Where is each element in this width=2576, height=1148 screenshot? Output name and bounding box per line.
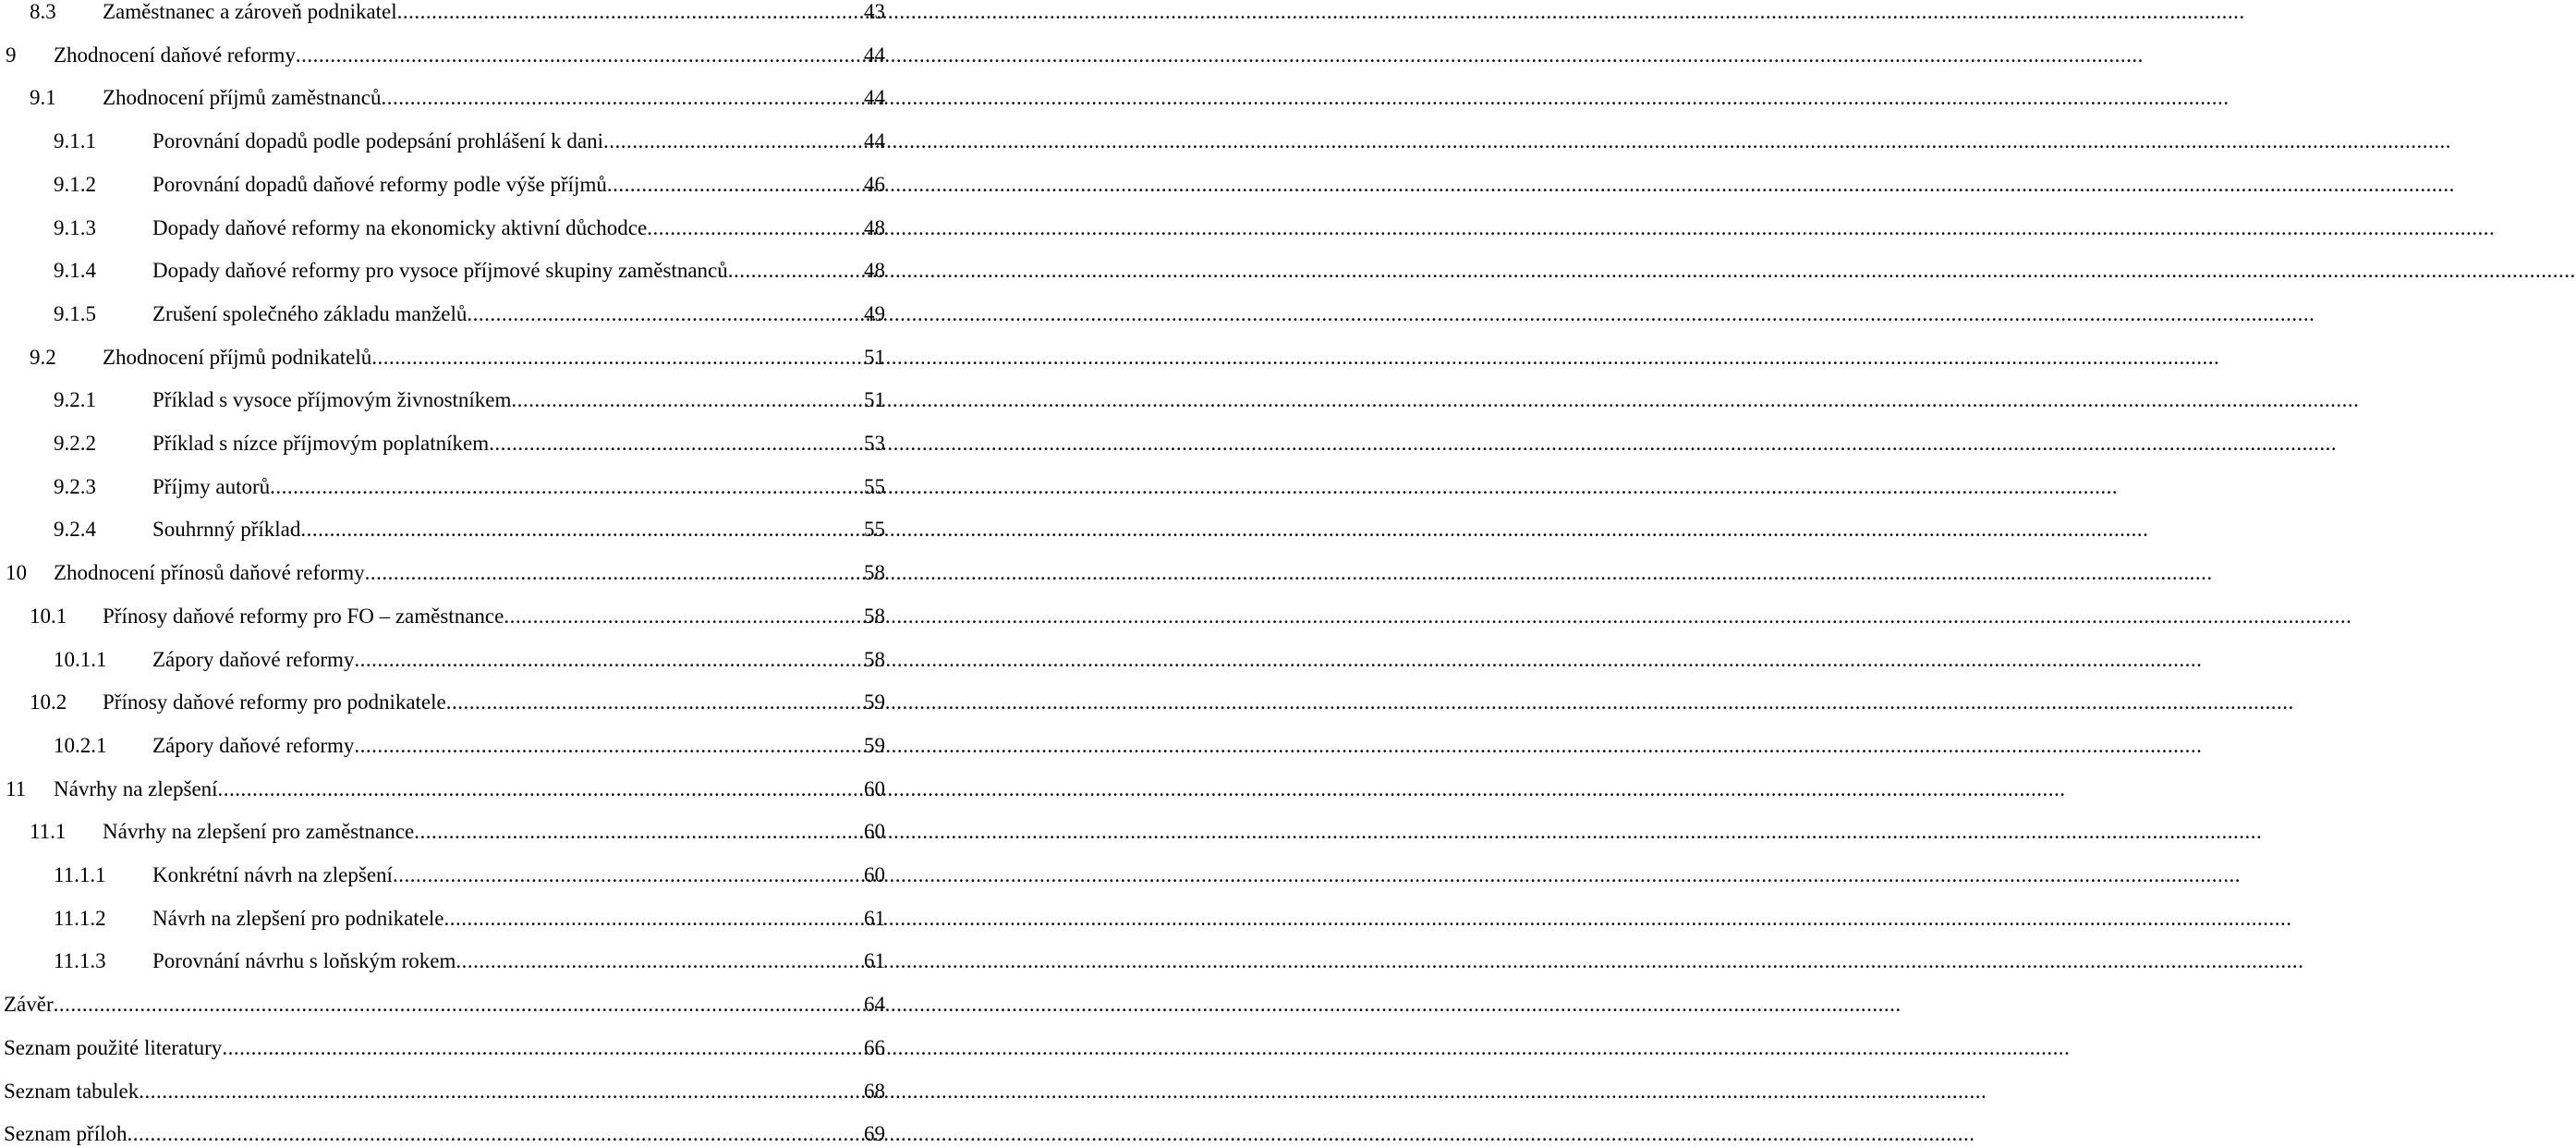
toc-entry-page-number: 60 (864, 863, 885, 886)
toc-entry-page-number: 44 (864, 129, 885, 153)
toc-entry-title: Zhodnocení příjmů podnikatelů (103, 345, 372, 369)
toc-entry[interactable] (4, 991, 885, 1019)
dot-leader (467, 300, 862, 328)
dot-leader (728, 257, 862, 285)
toc-entry[interactable] (4, 1034, 885, 1062)
toc-entry[interactable] (54, 947, 885, 975)
toc-entry-number: 11.1.1 (54, 863, 106, 886)
toc-entry-title: Seznam tabulek (4, 1079, 140, 1103)
toc-entry-page-number: 64 (864, 993, 885, 1017)
toc-entry-page-number: 46 (864, 172, 885, 196)
toc-entry[interactable] (6, 559, 885, 587)
toc-entry-title: Porovnání návrhu s loňským rokem (152, 949, 456, 973)
toc-entry[interactable] (54, 516, 885, 543)
dot-leader (54, 991, 862, 1019)
dot-leader (647, 214, 862, 242)
toc-entry[interactable] (30, 603, 885, 630)
toc-entry-number: 9.1.2 (54, 172, 96, 196)
toc-entry-page-number: 48 (864, 215, 885, 239)
toc-entry[interactable] (54, 430, 885, 458)
toc-entry-title: Návrh na zlepšení pro podnikatele (152, 906, 444, 930)
toc-entry-number: 9 (6, 43, 17, 67)
toc-entry[interactable] (6, 776, 885, 803)
toc-entry[interactable] (54, 214, 885, 242)
toc-entry-page-number: 51 (864, 345, 885, 369)
dot-leader (296, 42, 862, 69)
toc-entry-number: 10 (6, 561, 27, 585)
toc-entry-number: 9.2 (30, 345, 56, 369)
dot-leader (393, 861, 862, 889)
toc-entry-number: 11.1 (30, 820, 67, 844)
toc-entry-title: Porovnání dopadů daňové reformy podle výše příjmů (152, 172, 607, 196)
toc-entry[interactable] (54, 300, 885, 328)
toc-entry-page-number: 61 (864, 949, 885, 973)
toc-entry[interactable] (54, 732, 885, 760)
dot-leader (489, 430, 862, 458)
dot-leader (354, 732, 862, 760)
toc-entry-number: 10.2 (30, 690, 67, 714)
toc-entry[interactable] (54, 128, 885, 155)
toc-entry-title: Zhodnocení přínosů daňové reformy (54, 561, 365, 585)
toc-entry-title: Zhodnocení daňové reformy (54, 43, 296, 67)
dot-leader (444, 905, 863, 933)
toc-entry-page-number: 55 (864, 518, 885, 542)
toc-entry[interactable] (30, 84, 885, 112)
toc-entry[interactable] (54, 171, 885, 199)
toc-entry-page-number: 58 (864, 561, 885, 585)
toc-entry-page-number: 55 (864, 474, 885, 498)
toc-entry-page-number: 48 (864, 259, 885, 283)
toc-entry[interactable] (54, 473, 885, 501)
dot-leader (607, 171, 862, 199)
toc-entry[interactable] (54, 257, 885, 285)
toc-entry-number: 10.1 (30, 604, 67, 628)
dot-leader (381, 84, 862, 112)
dot-leader (354, 646, 862, 674)
dot-leader (603, 128, 862, 155)
toc-entry-number: 9.1.1 (54, 129, 96, 153)
toc-entry-page-number: 59 (864, 690, 885, 714)
toc-entry[interactable] (4, 1120, 885, 1148)
toc-entry[interactable] (54, 646, 885, 674)
toc-entry-title: Zhodnocení příjmů zaměstnanců (103, 86, 382, 110)
toc-entry-number: 9.2.4 (54, 518, 96, 542)
toc-entry-page-number: 58 (864, 647, 885, 671)
dot-leader (270, 473, 862, 501)
toc-entry-page-number: 58 (864, 604, 885, 628)
toc-entry-number: 10.2.1 (54, 733, 107, 757)
toc-entry-title: Seznam příloh (4, 1122, 128, 1146)
toc-entry-title: Příjmy autorů (152, 474, 271, 498)
toc-entry-title: Závěr (4, 993, 54, 1017)
toc-entry-title: Seznam použité literatury (4, 1035, 223, 1059)
dot-leader (300, 516, 862, 543)
toc-entry-page-number: 61 (864, 906, 885, 930)
toc-entry-title: Návrhy na zlepšení (54, 776, 218, 800)
toc-entry-page-number: 68 (864, 1079, 885, 1103)
toc-entry-title: Zaměstnanec a zároveň podnikatel (103, 0, 397, 23)
toc-entry-title: Zápory daňové reformy (152, 647, 355, 671)
toc-entry-number: 8.3 (30, 0, 56, 23)
toc-entry-number: 11.1.2 (54, 906, 106, 930)
toc-entry-number: 9.2.1 (54, 388, 96, 412)
toc-entry-title: Dopady daňové reformy pro vysoce příjmové skupiny zaměstnanců (152, 259, 728, 283)
toc-entry-page-number: 66 (864, 1035, 885, 1059)
toc-entry-number: 9.1 (30, 86, 56, 110)
toc-entry-number: 11.1.3 (54, 949, 106, 973)
toc-entry-number: 10.1.1 (54, 647, 107, 671)
dot-leader (218, 776, 862, 803)
toc-entry-page-number: 69 (864, 1122, 885, 1146)
toc-entry[interactable] (4, 1078, 885, 1105)
toc-entry-page-number: 49 (864, 301, 885, 325)
dot-leader (504, 603, 862, 630)
dot-leader (139, 1078, 862, 1105)
dot-leader (222, 1034, 862, 1062)
toc-entry-number: 9.2.3 (54, 474, 96, 498)
dot-leader (446, 689, 862, 716)
toc-entry-number: 9.2.2 (54, 432, 96, 455)
dot-leader (511, 386, 862, 414)
toc-entry-number: 9.1.5 (54, 301, 96, 325)
toc-entry-title: Porovnání dopadů podle podepsání prohlášení k dani (152, 129, 604, 153)
toc-entry-page-number: 51 (864, 388, 885, 412)
toc-entry[interactable] (6, 42, 885, 69)
toc-entry[interactable] (30, 344, 885, 372)
toc-entry-page-number: 60 (864, 776, 885, 800)
toc-entry-page-number: 60 (864, 820, 885, 844)
toc-entry-title: Konkrétní návrh na zlepšení (152, 863, 393, 886)
toc-entry[interactable] (30, 818, 885, 846)
toc-entry-number: 11 (6, 776, 27, 800)
dot-leader (128, 1120, 863, 1148)
dot-leader (365, 559, 862, 587)
toc-entry-title: Přínosy daňové reformy pro FO – zaměstnance (103, 604, 504, 628)
toc-entry-title: Zápory daňové reformy (152, 733, 355, 757)
toc-entry[interactable] (54, 905, 885, 933)
toc-entry-title: Souhrnný příklad (152, 518, 301, 542)
dot-leader (414, 818, 862, 846)
toc-entry-title: Zrušení společného základu manželů (152, 301, 468, 325)
toc-entry-title: Příklad s nízce příjmovým poplatníkem (152, 432, 490, 455)
dot-leader (456, 947, 862, 975)
toc-entry-page-number: 44 (864, 43, 885, 67)
toc-entry-title: Přínosy daňové reformy pro podnikatele (103, 690, 446, 714)
toc-entry-page-number: 44 (864, 86, 885, 110)
toc-entry-title: Dopady daňové reformy na ekonomicky aktivní důchodce (152, 215, 648, 239)
toc-entry-page-number: 43 (864, 0, 885, 23)
toc-entry[interactable] (30, 0, 885, 26)
dot-leader (397, 0, 862, 26)
dot-leader (371, 344, 862, 372)
toc-entry-title: Příklad s vysoce příjmovým živnostníkem (152, 388, 512, 412)
toc-entry[interactable] (54, 861, 885, 889)
toc-entry-page-number: 59 (864, 733, 885, 757)
toc-entry[interactable] (54, 386, 885, 414)
toc-entry-number: 9.1.3 (54, 215, 96, 239)
toc-entry[interactable] (30, 689, 885, 716)
toc-entry-page-number: 53 (864, 432, 885, 455)
toc-entry-number: 9.1.4 (54, 259, 96, 283)
table-of-contents (0, 0, 887, 1147)
toc-entry-title: Návrhy na zlepšení pro zaměstnance (103, 820, 415, 844)
